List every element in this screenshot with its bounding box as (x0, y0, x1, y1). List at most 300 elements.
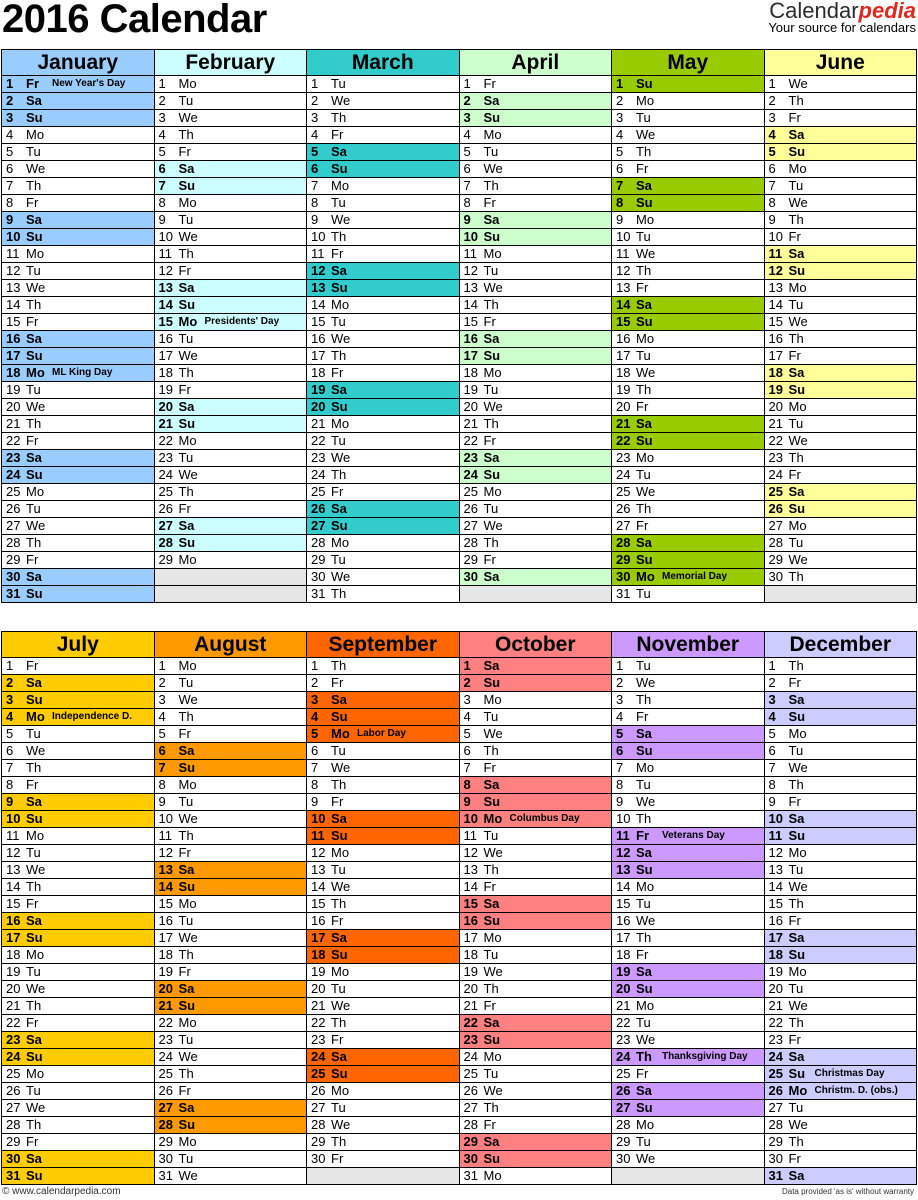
weekday-abbrev: Fr (26, 195, 39, 210)
day-number: 31 (158, 1168, 173, 1183)
day-number: 23 (616, 1032, 631, 1047)
day-row (307, 692, 459, 709)
weekday-abbrev: Su (331, 518, 348, 533)
weekday-abbrev: Mo (788, 964, 807, 979)
day-row (2, 794, 154, 811)
day-row (460, 1083, 612, 1100)
weekday-abbrev: We (331, 93, 351, 108)
day-number: 11 (463, 246, 477, 261)
day-number: 29 (463, 552, 478, 567)
day-number: 18 (311, 365, 326, 380)
day-number: 1 (463, 76, 471, 91)
weekday-abbrev: Mo (483, 1049, 502, 1064)
day-row (307, 450, 459, 467)
weekday-abbrev: Mo (788, 399, 807, 414)
weekday-abbrev: Th (178, 1066, 194, 1081)
day-row (307, 998, 459, 1015)
day-row (155, 263, 307, 280)
day-row (460, 535, 612, 552)
day-row (460, 382, 612, 399)
day-number: 15 (311, 314, 326, 329)
day-row (765, 93, 917, 110)
day-row (2, 930, 154, 947)
weekday-abbrev: Mo (636, 1117, 655, 1132)
weekday-abbrev: Sa (26, 1032, 42, 1047)
weekday-abbrev: Fr (26, 1134, 39, 1149)
weekday-abbrev: Su (331, 828, 348, 843)
day-number: 12 (6, 263, 21, 278)
weekday-abbrev: Sa (26, 794, 42, 809)
day-row (2, 675, 154, 692)
day-row (2, 382, 154, 399)
holiday-label: Christmas Day (814, 1068, 885, 1079)
day-number: 23 (463, 1032, 478, 1047)
day-number: 5 (158, 144, 166, 159)
weekday-abbrev: Tu (178, 331, 194, 346)
weekday-abbrev: Fr (26, 552, 39, 567)
weekday-abbrev: Su (483, 913, 501, 928)
day-number: 6 (616, 161, 624, 176)
day-row (155, 297, 307, 314)
day-row (612, 450, 764, 467)
day-number: 29 (311, 552, 326, 567)
day-number: 1 (158, 76, 166, 91)
day-row (155, 896, 307, 913)
page-header (0, 0, 918, 46)
weekday-abbrev: Fr (331, 365, 344, 380)
day-number: 13 (768, 862, 783, 877)
weekday-abbrev: Fr (483, 433, 496, 448)
weekday-abbrev: Tu (331, 1100, 346, 1115)
day-row (155, 1134, 307, 1151)
day-row (155, 484, 307, 501)
weekday-abbrev: Th (636, 1049, 652, 1064)
weekday-abbrev: Fr (178, 1083, 191, 1098)
weekday-abbrev: Tu (483, 828, 499, 843)
month-march (307, 50, 460, 603)
day-number: 11 (311, 246, 325, 261)
weekday-abbrev: We (178, 467, 198, 482)
day-row (155, 229, 307, 246)
weekday-abbrev: Th (331, 229, 347, 244)
weekday-abbrev: Tu (26, 382, 41, 397)
day-row (155, 879, 307, 896)
day-number: 30 (6, 1151, 21, 1166)
weekday-abbrev: We (331, 212, 351, 227)
day-number: 30 (6, 569, 21, 584)
day-number: 28 (616, 1117, 631, 1132)
empty-day-cell (307, 1168, 459, 1185)
day-number: 31 (463, 1168, 478, 1183)
weekday-abbrev: Fr (483, 76, 496, 91)
weekday-abbrev: Tu (178, 1151, 194, 1166)
day-row (765, 1117, 917, 1134)
day-number: 14 (158, 297, 173, 312)
day-row (155, 794, 307, 811)
day-number: 8 (158, 195, 166, 210)
day-row (460, 862, 612, 879)
day-number: 5 (768, 726, 776, 741)
day-row (155, 1015, 307, 1032)
day-number: 17 (616, 348, 631, 363)
day-row (612, 675, 764, 692)
day-number: 10 (6, 811, 21, 826)
day-row (460, 569, 612, 586)
day-number: 25 (768, 1066, 783, 1081)
weekday-abbrev: Fr (483, 314, 496, 329)
day-number: 15 (158, 314, 173, 329)
weekday-abbrev: Fr (331, 246, 344, 261)
month-november (612, 632, 765, 1185)
day-number: 1 (768, 658, 776, 673)
day-row (2, 416, 154, 433)
day-row (307, 161, 459, 178)
day-number: 24 (158, 467, 173, 482)
day-number: 26 (463, 501, 478, 516)
holiday-label: Presidents' Day (204, 316, 280, 327)
weekday-abbrev: We (788, 552, 808, 567)
day-number: 18 (768, 947, 783, 962)
day-row (155, 777, 307, 794)
day-number: 3 (768, 692, 776, 707)
weekday-abbrev: Mo (636, 879, 655, 894)
day-number: 10 (311, 811, 326, 826)
weekday-abbrev: Mo (483, 365, 502, 380)
weekday-abbrev: Sa (331, 1049, 347, 1064)
weekday-abbrev: Mo (331, 1083, 350, 1098)
day-row (307, 1032, 459, 1049)
weekday-abbrev: Mo (331, 416, 350, 431)
weekday-abbrev: We (26, 399, 46, 414)
weekday-abbrev: Su (26, 467, 43, 482)
day-row (2, 1049, 154, 1066)
day-row (612, 399, 764, 416)
weekday-abbrev: Sa (331, 501, 347, 516)
page-title: 2016 Calendar (2, 0, 267, 41)
day-number: 12 (616, 845, 631, 860)
day-number: 27 (6, 518, 21, 533)
day-row (765, 828, 917, 845)
day-row (765, 964, 917, 981)
day-row (307, 110, 459, 127)
day-row (307, 1151, 459, 1168)
day-row (765, 416, 917, 433)
calendar-half-jul-dec (1, 631, 917, 1185)
day-row (765, 331, 917, 348)
day-row (612, 246, 764, 263)
day-number: 24 (463, 1049, 478, 1064)
day-number: 14 (463, 297, 478, 312)
day-number: 11 (768, 246, 783, 261)
day-number: 20 (6, 981, 21, 996)
weekday-abbrev: We (788, 879, 808, 894)
day-number: 23 (6, 450, 21, 465)
day-row (765, 518, 917, 535)
day-row (2, 1015, 154, 1032)
day-number: 11 (768, 828, 783, 843)
weekday-abbrev: Tu (636, 467, 651, 482)
weekday-abbrev: Tu (483, 382, 499, 397)
day-row (2, 246, 154, 263)
day-row (307, 896, 459, 913)
day-row (765, 1134, 917, 1151)
weekday-abbrev: Sa (483, 896, 500, 911)
day-number: 19 (6, 964, 21, 979)
day-row (2, 828, 154, 845)
day-number: 16 (158, 913, 173, 928)
day-number: 19 (768, 382, 783, 397)
day-row (460, 828, 612, 845)
weekday-abbrev: Tu (636, 896, 651, 911)
day-row (155, 811, 307, 828)
weekday-abbrev: We (26, 981, 46, 996)
day-number: 1 (311, 658, 319, 673)
weekday-abbrev: Th (483, 535, 499, 550)
weekday-abbrev: Fr (636, 1066, 649, 1081)
day-number: 15 (6, 314, 21, 329)
weekday-abbrev: We (483, 1083, 503, 1098)
day-row (765, 178, 917, 195)
day-row (765, 76, 917, 93)
weekday-abbrev: Sa (788, 811, 805, 826)
day-number: 17 (463, 930, 478, 945)
day-number: 3 (6, 110, 14, 125)
day-number: 15 (768, 314, 783, 329)
day-row (155, 828, 307, 845)
day-row (155, 127, 307, 144)
day-number: 31 (311, 586, 326, 601)
day-number: 25 (158, 1066, 173, 1081)
day-row (155, 501, 307, 518)
weekday-abbrev: Fr (331, 1151, 344, 1166)
weekday-abbrev: Fr (788, 1032, 801, 1047)
weekday-abbrev: Fr (26, 314, 39, 329)
day-row (460, 930, 612, 947)
day-row (307, 1049, 459, 1066)
weekday-abbrev: We (331, 879, 351, 894)
day-row (2, 195, 154, 212)
weekday-abbrev: We (788, 1117, 808, 1132)
weekday-abbrev: We (636, 246, 656, 261)
weekday-abbrev: Su (483, 1151, 501, 1166)
day-number: 26 (158, 501, 173, 516)
weekday-abbrev: Sa (26, 675, 42, 690)
day-number: 13 (616, 862, 631, 877)
day-row (765, 297, 917, 314)
weekday-abbrev: Fr (788, 467, 801, 482)
day-number: 16 (311, 331, 326, 346)
day-row (307, 93, 459, 110)
day-row (307, 726, 459, 743)
weekday-abbrev: Su (178, 416, 196, 431)
weekday-abbrev: Su (26, 1049, 43, 1064)
day-number: 10 (158, 229, 173, 244)
day-number: 20 (311, 981, 326, 996)
day-row (612, 212, 764, 229)
day-row (612, 501, 764, 518)
day-row (307, 930, 459, 947)
day-number: 5 (616, 726, 624, 741)
day-number: 20 (463, 399, 478, 414)
day-number: 18 (463, 365, 478, 380)
day-row (2, 535, 154, 552)
month-header: May (612, 50, 764, 76)
day-row (765, 930, 917, 947)
day-number: 12 (463, 263, 478, 278)
weekday-abbrev: Tu (788, 743, 804, 758)
day-number: 18 (158, 365, 173, 380)
weekday-abbrev: Sa (483, 1015, 500, 1030)
day-number: 8 (6, 777, 14, 792)
day-number: 10 (768, 811, 783, 826)
month-row (1, 49, 917, 603)
day-row (155, 93, 307, 110)
day-row (155, 658, 307, 675)
weekday-abbrev: Sa (483, 569, 500, 584)
weekday-abbrev: We (483, 845, 503, 860)
day-row (765, 896, 917, 913)
weekday-abbrev: Th (26, 760, 42, 775)
weekday-abbrev: Tu (26, 1083, 41, 1098)
day-number: 26 (311, 1083, 326, 1098)
day-number: 17 (311, 348, 326, 363)
day-row (612, 1032, 764, 1049)
weekday-abbrev: We (483, 964, 503, 979)
empty-day-cell (155, 569, 307, 586)
day-row (155, 1151, 307, 1168)
day-row (307, 658, 459, 675)
weekday-abbrev: Sa (178, 743, 195, 758)
day-number: 30 (768, 1151, 783, 1166)
day-row (307, 314, 459, 331)
day-row (612, 1015, 764, 1032)
day-row (155, 144, 307, 161)
day-number: 9 (6, 212, 14, 227)
day-number: 19 (158, 964, 173, 979)
day-row (2, 658, 154, 675)
day-number: 7 (616, 760, 624, 775)
day-row (2, 518, 154, 535)
weekday-abbrev: Th (26, 416, 42, 431)
day-row (2, 845, 154, 862)
weekday-abbrev: We (26, 161, 46, 176)
day-row (765, 399, 917, 416)
day-row (155, 964, 307, 981)
day-row (460, 161, 612, 178)
weekday-abbrev: Tu (178, 794, 194, 809)
day-number: 14 (158, 879, 173, 894)
day-row (612, 930, 764, 947)
day-number: 14 (6, 879, 21, 894)
day-row (2, 1032, 154, 1049)
month-header: April (460, 50, 612, 76)
day-number: 15 (463, 896, 478, 911)
day-number: 8 (158, 777, 166, 792)
weekday-abbrev: Mo (788, 280, 807, 295)
weekday-abbrev: Su (788, 501, 806, 516)
weekday-abbrev: Th (26, 535, 42, 550)
day-row (2, 1151, 154, 1168)
empty-day-cell (765, 586, 917, 603)
day-number: 10 (616, 811, 631, 826)
day-number: 14 (311, 297, 326, 312)
day-row (2, 709, 154, 726)
day-row (612, 726, 764, 743)
day-number: 16 (616, 331, 631, 346)
weekday-abbrev: Su (788, 382, 806, 397)
weekday-abbrev: Sa (178, 161, 195, 176)
day-number: 29 (616, 552, 631, 567)
weekday-abbrev: Th (178, 484, 194, 499)
day-number: 22 (6, 1015, 21, 1030)
day-number: 8 (6, 195, 14, 210)
day-row (2, 743, 154, 760)
day-row (612, 913, 764, 930)
day-row (2, 144, 154, 161)
holiday-label: Veterans Day (662, 830, 725, 841)
day-row (460, 331, 612, 348)
footer-copyright[interactable]: © www.calendarpedia.com (2, 1186, 121, 1197)
weekday-abbrev: Fr (178, 263, 191, 278)
month-header: September (307, 632, 459, 658)
weekday-abbrev: Su (331, 947, 348, 962)
day-number: 19 (158, 382, 173, 397)
weekday-abbrev: We (483, 518, 503, 533)
day-row (307, 484, 459, 501)
day-number: 22 (616, 433, 631, 448)
weekday-abbrev: Tu (788, 297, 804, 312)
day-number: 25 (311, 484, 326, 499)
day-number: 24 (6, 467, 21, 482)
weekday-abbrev: Th (331, 1134, 347, 1149)
weekday-abbrev: Su (331, 161, 348, 176)
weekday-abbrev: Sa (178, 399, 195, 414)
day-number: 20 (463, 981, 478, 996)
weekday-abbrev: Sa (331, 692, 347, 707)
month-december (765, 632, 918, 1185)
day-row (307, 297, 459, 314)
weekday-abbrev: Th (26, 1117, 42, 1132)
day-number: 10 (768, 229, 783, 244)
day-number: 3 (158, 110, 166, 125)
day-number: 21 (158, 998, 173, 1013)
weekday-abbrev: Tu (331, 981, 346, 996)
weekday-abbrev: We (26, 1100, 46, 1115)
day-number: 25 (6, 484, 21, 499)
day-row (612, 896, 764, 913)
brand-name-part2: pedia (858, 0, 916, 23)
day-number: 18 (768, 365, 783, 380)
weekday-abbrev: Sa (636, 1083, 652, 1098)
weekday-abbrev: Fr (788, 348, 801, 363)
weekday-abbrev: Tu (636, 229, 651, 244)
month-april (460, 50, 613, 603)
day-number: 4 (158, 127, 166, 142)
day-number: 21 (311, 416, 326, 431)
weekday-abbrev: Th (788, 658, 804, 673)
weekday-abbrev: Mo (26, 246, 45, 261)
day-number: 15 (6, 896, 21, 911)
day-number: 26 (463, 1083, 478, 1098)
weekday-abbrev: Mo (483, 484, 502, 499)
weekday-abbrev: Fr (331, 913, 344, 928)
day-number: 3 (616, 692, 624, 707)
day-number: 22 (311, 1015, 326, 1030)
day-row (612, 552, 764, 569)
weekday-abbrev: Sa (483, 1134, 500, 1149)
day-row (460, 212, 612, 229)
weekday-abbrev: Su (26, 1168, 43, 1183)
